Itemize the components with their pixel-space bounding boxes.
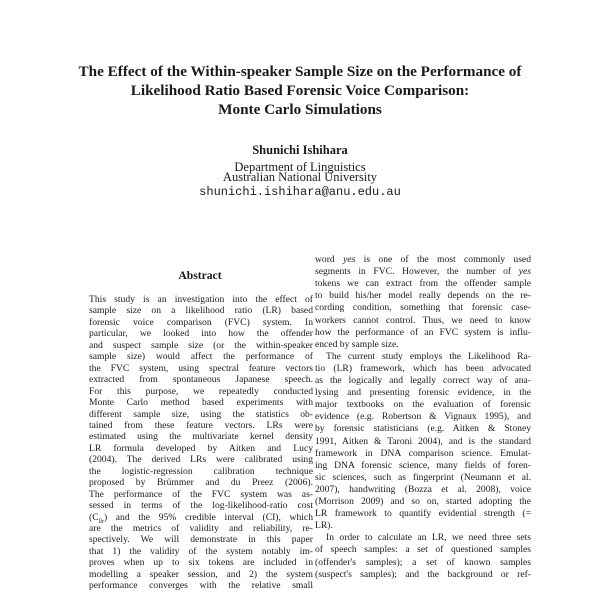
text-line: are the metrics of validity and reliability, re- bbox=[89, 523, 313, 534]
text-line: how the performance of an FVC system is influ- bbox=[315, 326, 531, 338]
text-line: framework in DNA comparison science. Emulat- bbox=[315, 447, 531, 459]
text-line: In order to calculate an LR, we need three sets bbox=[326, 532, 531, 544]
text-line: tio (LR) framework, which has been advocated bbox=[315, 362, 531, 374]
text-line: workers cannot control. Thus, we need to know bbox=[315, 314, 531, 326]
text-line: (offender's samples); a set of known samples bbox=[315, 556, 531, 568]
text-line: For this purpose, we repeatedly conducted bbox=[89, 385, 313, 397]
text-line: word yes is one of the most commonly used bbox=[315, 254, 531, 265]
text-line: The current study employs the Likelihood Ra- bbox=[326, 350, 531, 362]
text-line: of speech samples: a set of questioned samples bbox=[315, 544, 531, 556]
text-line: the logistic-regression calibration technique bbox=[89, 465, 313, 477]
text-line: enced by sample size. bbox=[315, 338, 399, 350]
title-line: Monte Carlo Simulations bbox=[218, 101, 382, 118]
text-line: spectively. We will demonstrate in this paper bbox=[89, 534, 313, 546]
text-line: LR framework to quantify evidential strength (= bbox=[315, 508, 531, 520]
text-line: the FVC system, using spectral feature vectors bbox=[89, 362, 313, 374]
text-line: particular, we looked into how the offender bbox=[89, 328, 313, 340]
text-line: major textbooks on the evaluation of forensic bbox=[315, 399, 531, 411]
text-line: by forensic statisticians (e.g. Aitken & Stoney bbox=[315, 423, 531, 435]
text-line: estimated using the multivariate kernel density bbox=[89, 431, 313, 443]
text-line: sessed in terms of the log-likelihood-ratio cost bbox=[89, 500, 313, 512]
text-line: 1991, Aitken & Taroni 2004), and is the standard bbox=[315, 435, 531, 447]
text-line: ing DNA forensic science, many fields of foren- bbox=[315, 459, 531, 471]
text-line: that 1) the validity of the system notably im- bbox=[89, 545, 313, 557]
text-line: (2004). The derived LRs were calibrated using bbox=[89, 454, 313, 466]
text-line: This study is an investigation into the effect of bbox=[89, 294, 313, 305]
university: Australian National University bbox=[222, 170, 378, 184]
text-line: and suspect sample size (or the within-speaker bbox=[89, 339, 313, 351]
text-line: lysing and presenting forensic evidence, in the bbox=[315, 387, 531, 399]
text-line: sic sciences, such as fingerprint (Neumann et al. bbox=[315, 471, 531, 483]
paper-title bbox=[40, 62, 560, 119]
text-line: sample size on a likelihood ratio (LR) based bbox=[89, 305, 313, 317]
text-line: The performance of the FVC system was as- bbox=[89, 488, 313, 500]
text-line: proposed by Brümmer and du Preez (2006). bbox=[89, 477, 313, 489]
text-line: LR). bbox=[315, 520, 333, 532]
text-line: to build his/her model really depends on the re- bbox=[315, 290, 531, 302]
text-line: LR formula developed by Aitken and Lucy bbox=[89, 442, 313, 454]
author-name: Shunichi Ishihara bbox=[252, 143, 348, 157]
text-line: evidence (e.g. Robertson & Vignaux 1995), and bbox=[315, 411, 531, 423]
text-line: proves when up to six tokens are included in bbox=[89, 557, 313, 569]
text-line: Monte Carlo method based experiments with bbox=[89, 397, 313, 409]
abstract-heading: Abstract bbox=[178, 269, 222, 282]
text-line: segments in FVC. However, the number of yes bbox=[315, 266, 531, 278]
text-line: different sample size, using the statistics ob- bbox=[89, 408, 313, 420]
text-line: (suspect's samples); and the background or ref- bbox=[315, 568, 531, 580]
text-line: tained from these feature vectors. LRs were bbox=[89, 419, 313, 431]
text-line: extracted from spontaneous Japanese speech. bbox=[89, 374, 313, 386]
text-line: tokens we can extract from the offender sample bbox=[315, 278, 531, 290]
text-line: performance converges with the relative small bbox=[89, 580, 313, 592]
title-line: Likelihood Ratio Based Forensic Voice Comparison: bbox=[130, 82, 470, 99]
text-line: as the logically and legally correct way of ana- bbox=[315, 375, 531, 386]
text-line: sample size) would affect the performance of bbox=[89, 351, 313, 363]
department: Department of Linguistics bbox=[234, 160, 366, 174]
text-line: (Morrison 2009) and so on, started adopting the bbox=[315, 496, 531, 507]
text-line: $(C_{llr})$ and the 95% credible interval (CI), which bbox=[89, 511, 313, 525]
title-line: The Effect of the Within-speaker Sample Size on the Performance of bbox=[78, 63, 522, 80]
text-line: modelling a speaker session, and 2) the system bbox=[89, 568, 313, 580]
text-line: 2007), handwriting (Bozza et al. 2008), voice bbox=[315, 483, 531, 495]
email-address[interactable]: shunichi.ishihara@anu.edu.au bbox=[199, 185, 401, 199]
text-line: forensic voice comparison (FVC) system. In bbox=[89, 316, 313, 328]
text-line: cording condition, something that forensic case- bbox=[315, 302, 531, 314]
